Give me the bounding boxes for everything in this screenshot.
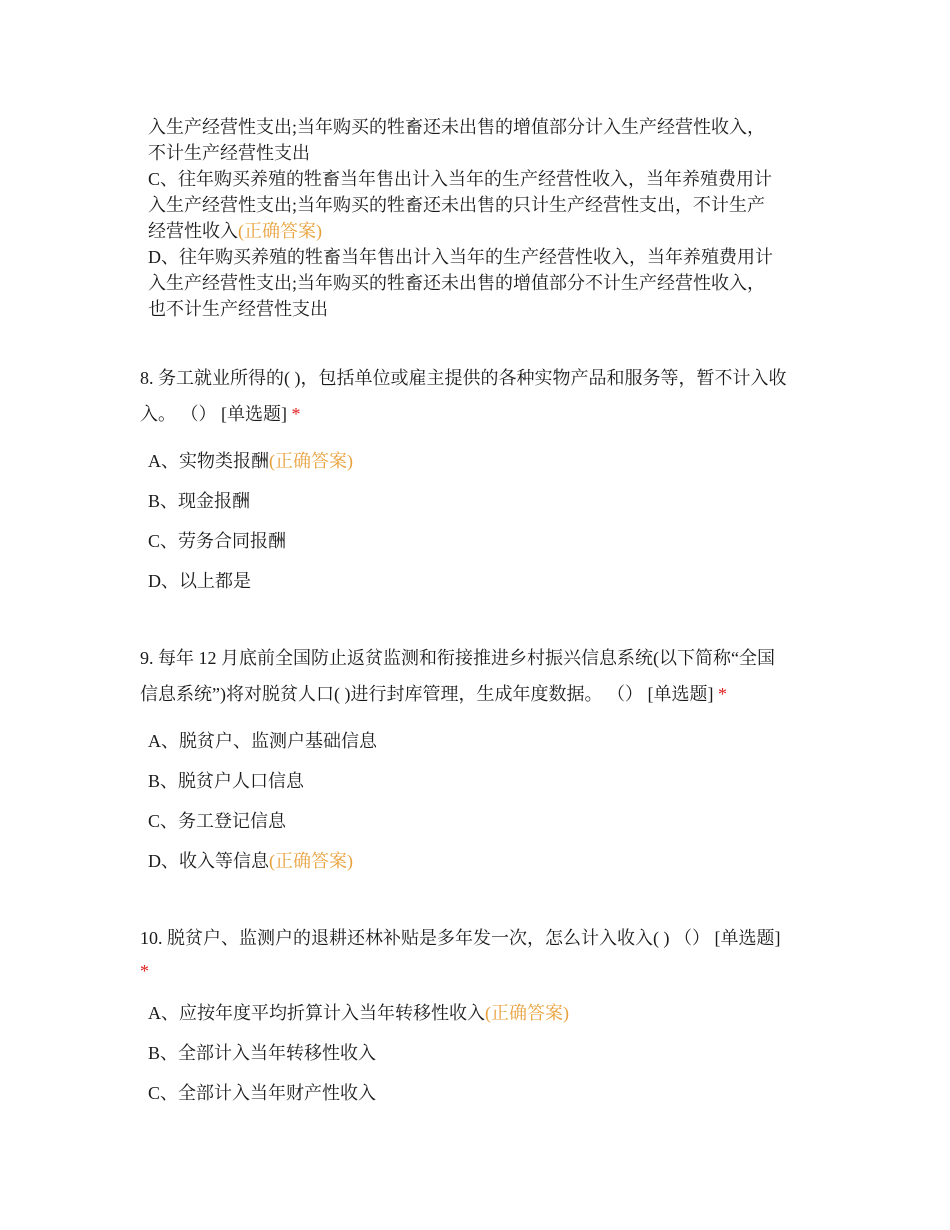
prev-option-c-line1: C、往年购买养殖的牲畜当年售出计入当年的生产经营性收入，当年养殖费用计 (148, 169, 773, 189)
prev-option-b-line2: 入生产经营性支出;当年购买的牲畜还未出售的增值部分计入生产经营性收入， (148, 117, 765, 137)
q9-option-a: A、脱贫户、监测户基础信息 (148, 731, 377, 751)
question-9-line2 (140, 681, 727, 707)
prev-option-d-line2: 入生产经营性支出;当年购买的牲畜还未出售的增值部分不计生产经营性收入， (148, 273, 765, 293)
required-marker: * (717, 684, 727, 704)
q10-option-a (148, 1000, 569, 1026)
correct-answer-tag: (正确答案) (269, 451, 353, 471)
q8-option-a (148, 448, 353, 474)
required-marker: * (140, 961, 149, 981)
correct-answer-tag: (正确答案) (238, 221, 322, 241)
option-text: 经营性收入 (148, 221, 238, 241)
question-10-line1: 10. 脱贫户、监测户的退耕还林补贴是多年发一次，怎么计入收入( ) （） [单选题] (140, 928, 781, 948)
required-marker: * (291, 404, 301, 424)
prev-option-c-line2: 入生产经营性支出;当年购买的牲畜还未出售的只计生产经营性支出，不计生产 (148, 195, 765, 215)
q9-option-c: C、务工登记信息 (148, 811, 287, 831)
q8-option-c: C、劳务合同报酬 (148, 531, 287, 551)
prev-option-b-line3: 不计生产经营性支出 (148, 143, 310, 163)
q9-option-d (148, 848, 353, 874)
q8-option-b: B、现金报酬 (148, 491, 251, 511)
question-9-line1: 9. 每年 12 月底前全国防止返贫监测和衔接推进乡村振兴信息系统(以下简称“全国 (140, 648, 775, 668)
question-text: 入。 （） [单选题] (140, 404, 287, 424)
question-8-line2 (140, 401, 301, 427)
prev-option-d-line1: D、往年购买养殖的牲畜当年售出计入当年的生产经营性收入，当年养殖费用计 (148, 247, 773, 267)
question-text: 信息系统”)将对脱贫人口( )进行封库管理，生成年度数据。 （） [单选题] (140, 684, 714, 704)
question-8-line1: 8. 务工就业所得的( )，包括单位或雇主提供的各种实物产品和服务等，暂不计入收 (140, 368, 787, 388)
q10-option-c: C、全部计入当年财产性收入 (148, 1083, 377, 1103)
prev-option-c-line3 (148, 218, 322, 244)
correct-answer-tag: (正确答案) (269, 851, 353, 871)
prev-option-d-line3: 也不计生产经营性支出 (148, 299, 328, 319)
correct-answer-tag: (正确答案) (485, 1003, 569, 1023)
option-text: A、实物类报酬 (148, 451, 269, 471)
question-10-line2 (140, 958, 149, 984)
option-text: A、应按年度平均折算计入当年转移性收入 (148, 1003, 485, 1023)
q9-option-b: B、脱贫户人口信息 (148, 771, 305, 791)
q10-option-b: B、全部计入当年转移性收入 (148, 1043, 377, 1063)
q8-option-d: D、以上都是 (148, 571, 251, 591)
option-text: D、收入等信息 (148, 851, 269, 871)
